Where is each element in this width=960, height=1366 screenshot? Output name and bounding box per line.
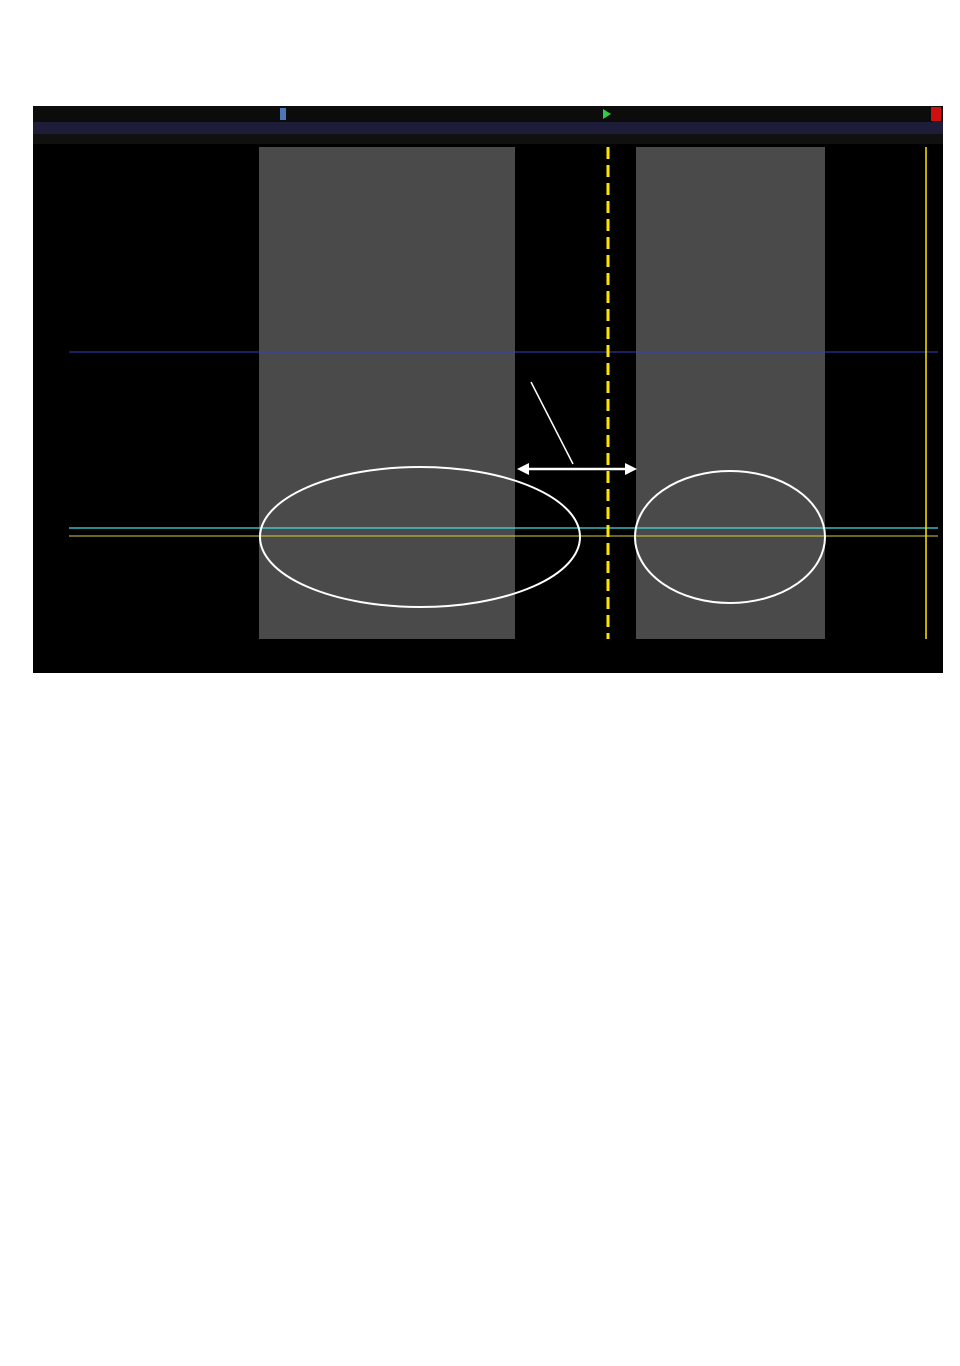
- log-compare-screenshot: [33, 106, 943, 673]
- play-icon[interactable]: [603, 109, 611, 119]
- menu-item-log-compare[interactable]: [280, 108, 286, 120]
- off-rich-band: [259, 147, 515, 639]
- on-rich-band: [636, 147, 825, 639]
- plot-title: [33, 122, 943, 134]
- alert-indicator-icon: [931, 107, 941, 121]
- plot-subtitle: [33, 134, 943, 144]
- time-plot[interactable]: [33, 144, 943, 673]
- app-menubar: [33, 106, 943, 122]
